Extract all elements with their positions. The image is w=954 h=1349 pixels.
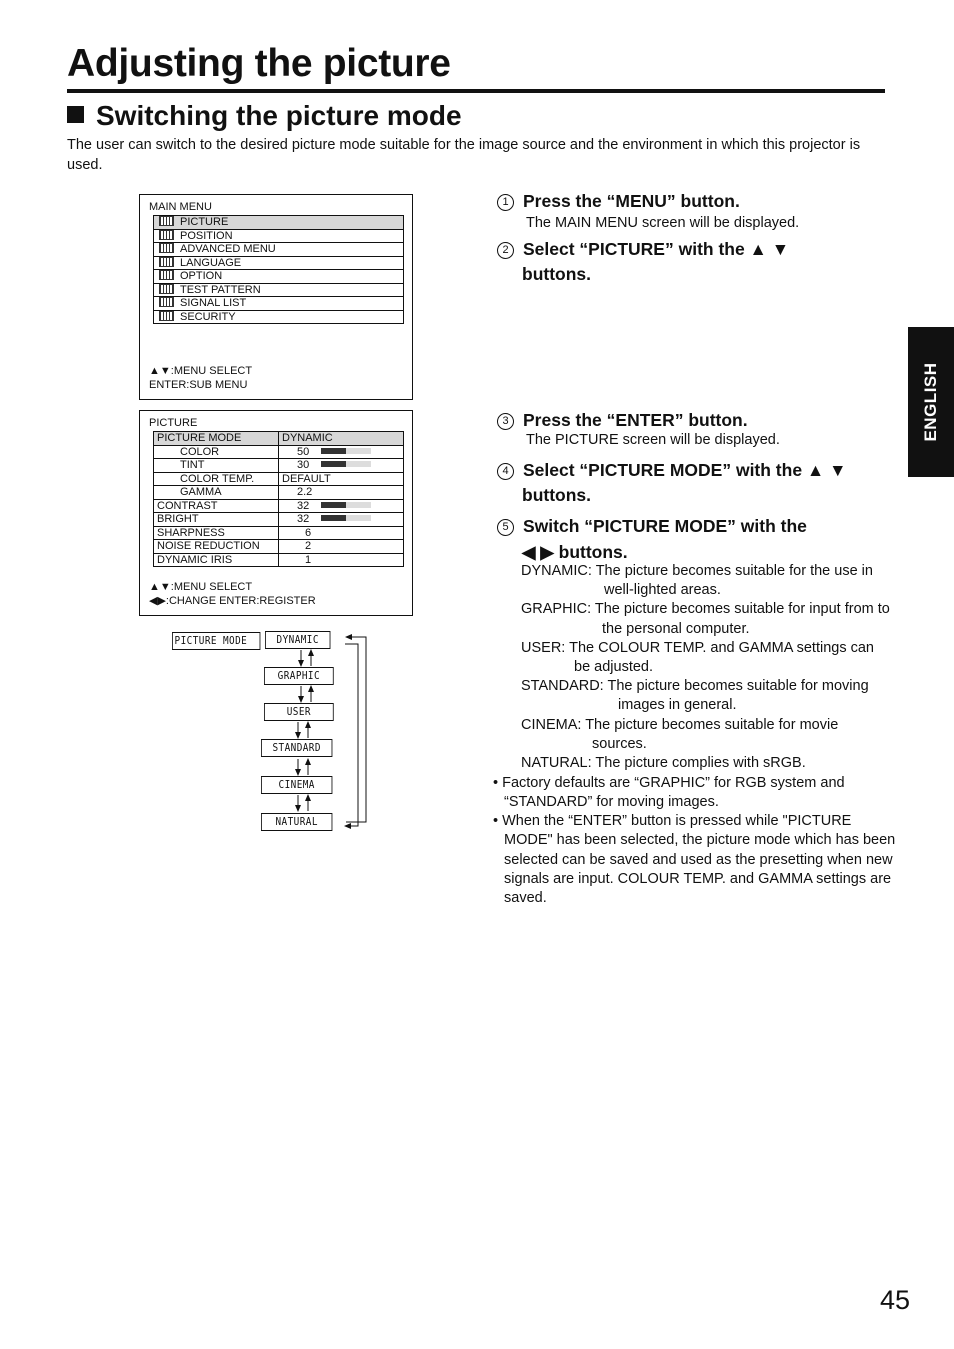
desc-graphic: GRAPHIC: The picture becomes suitable for input from to the personal computer. xyxy=(521,601,890,637)
step-4: 4 Select “PICTURE MODE” with the ▲ ▼ buttons. xyxy=(497,458,846,508)
main-menu-item: SIGNAL LIST xyxy=(154,297,404,311)
section-title xyxy=(67,99,462,133)
main-menu-header: MAIN MENU xyxy=(149,201,212,213)
main-menu-item: TEST PATTERN xyxy=(154,283,404,297)
sharpness-row: SHARPNESS 6 xyxy=(154,526,404,540)
section-title-text: Switching the picture mode xyxy=(96,100,462,131)
picture-menu-screen xyxy=(139,410,413,616)
step-1: 1 Press the “MENU” button. xyxy=(497,189,740,214)
square-bullet-icon xyxy=(67,106,84,123)
color-row: COLOR 50 xyxy=(154,445,404,459)
mode-descriptions xyxy=(521,562,891,773)
level-bar xyxy=(321,461,371,467)
desc-dynamic: DYNAMIC: The picture becomes suitable for the use in well-lighted areas. xyxy=(521,563,873,599)
step-number: 1 xyxy=(497,194,514,211)
step-number: 2 xyxy=(497,242,514,259)
gamma-row: GAMMA 2.2 xyxy=(154,486,404,500)
step-number: 5 xyxy=(497,519,514,536)
level-bar xyxy=(321,448,371,454)
tint-row: TINT 30 xyxy=(154,459,404,473)
color-temp-row: COLOR TEMP. DEFAULT xyxy=(154,472,404,486)
step-3: 3 Press the “ENTER” button. xyxy=(497,408,748,433)
mode-natural: NATURAL xyxy=(261,813,332,831)
desc-standard: STANDARD: The picture becomes suitable for moving images in general. xyxy=(521,678,869,714)
main-menu-item: ADVANCED MENU xyxy=(154,243,404,257)
main-menu-footer: ▲▼:MENU SELECT ENTER:SUB MENU xyxy=(149,365,253,391)
main-menu-list xyxy=(153,215,404,324)
picture-menu-list xyxy=(153,431,404,567)
step-number: 4 xyxy=(497,463,514,480)
main-menu-item: OPTION xyxy=(154,270,404,284)
main-menu-screen xyxy=(139,194,413,400)
mode-user: USER xyxy=(264,703,334,721)
main-menu-item: POSITION xyxy=(154,229,404,243)
main-menu-item: PICTURE xyxy=(154,216,404,230)
picture-menu-header: PICTURE xyxy=(149,417,198,429)
step-1-note: The MAIN MENU screen will be displayed. xyxy=(526,215,800,231)
level-bar xyxy=(321,502,371,508)
advanced-menu-icon xyxy=(159,243,174,253)
signal-list-icon xyxy=(159,297,174,307)
desc-user: USER: The COLOUR TEMP. and GAMMA settings can be adjusted. xyxy=(521,639,874,676)
picture-icon xyxy=(159,216,174,226)
language-tab: ENGLISH xyxy=(908,327,954,477)
test-pattern-icon xyxy=(159,284,174,294)
title-rule xyxy=(67,89,885,93)
step-2: 2 Select “PICTURE” with the ▲ ▼ buttons. xyxy=(497,237,789,287)
page-title: Adjusting the picture xyxy=(67,42,451,85)
intro-text: The user can switch to the desired picture mode suitable for the image source and the environment in which this projector is used. xyxy=(67,137,861,173)
mode-standard: STANDARD xyxy=(261,739,332,757)
step-number: 3 xyxy=(497,413,514,430)
picture-menu-footer: ▲▼:MENU SELECT ◀▶:CHANGE ENTER:REGISTER xyxy=(149,581,316,607)
noise-reduction-row: NOISE REDUCTION 2 xyxy=(154,540,404,554)
mode-graphic: GRAPHIC xyxy=(264,667,334,685)
note-factory-defaults: • Factory defaults are “GRAPHIC” for RGB system and “STANDARD” for moving images. xyxy=(493,775,845,811)
option-icon xyxy=(159,270,174,280)
language-icon xyxy=(159,257,174,267)
desc-cinema: CINEMA: The picture becomes suitable for movie sources. xyxy=(521,716,839,752)
mode-dynamic: DYNAMIC xyxy=(265,631,330,649)
contrast-row: CONTRAST 32 xyxy=(154,499,404,513)
main-menu-item: SECURITY xyxy=(154,310,404,324)
position-icon xyxy=(159,230,174,240)
main-menu-item: LANGUAGE xyxy=(154,256,404,270)
security-icon xyxy=(159,311,174,321)
note-enter-register: • When the “ENTER” button is pressed while "PICTURE MODE" has been selected, the picture mode which has been selected can be saved and used as the presetting when new signals are input. COLOUR TEMP. and GAMMA settings are saved. xyxy=(493,813,896,907)
desc-natural: NATURAL: The picture complies with sRGB. xyxy=(521,755,806,772)
step-5: 5 Switch “PICTURE MODE” with the ◀ ▶ buttons. xyxy=(497,513,807,565)
page-number: 45 xyxy=(880,1285,911,1315)
step-3-note: The PICTURE screen will be displayed. xyxy=(526,432,780,448)
mode-cinema: CINEMA xyxy=(261,776,332,794)
picture-mode-row: PICTURE MODE DYNAMIC xyxy=(154,432,404,446)
level-bar xyxy=(321,515,371,521)
bright-row: BRIGHT 32 xyxy=(154,513,404,527)
picture-mode-label: PICTURE MODE xyxy=(172,632,260,650)
dynamic-iris-row: DYNAMIC IRIS 1 xyxy=(154,553,404,567)
mode-cycle-arrows xyxy=(170,628,380,838)
